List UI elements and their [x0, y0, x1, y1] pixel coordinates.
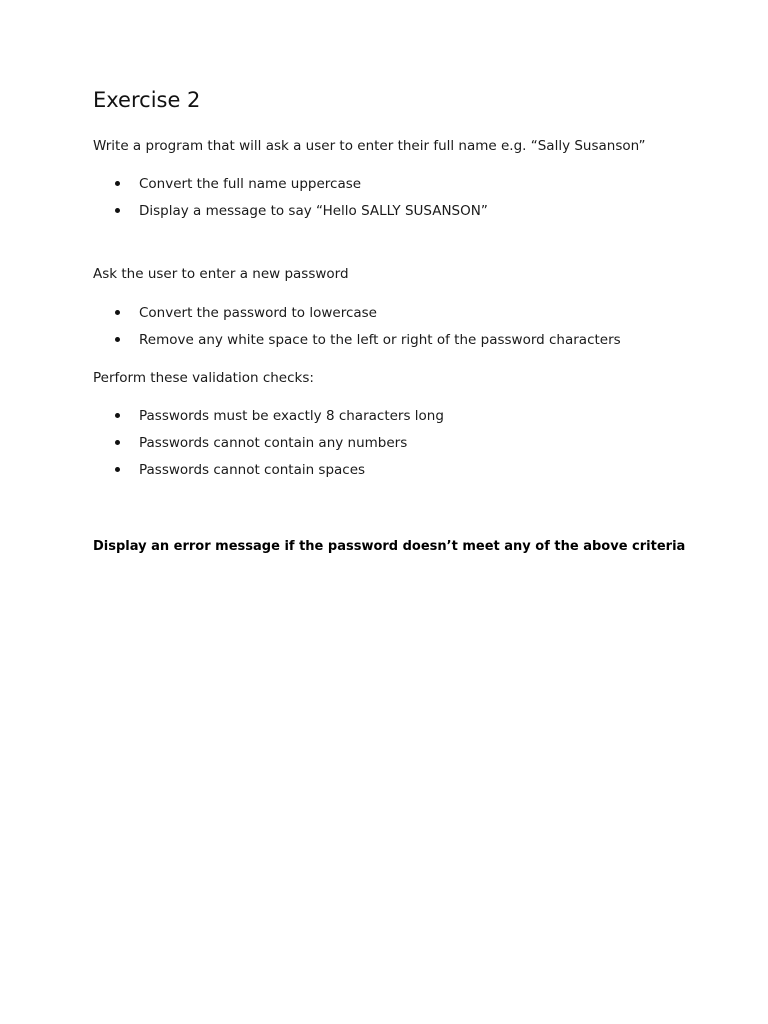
exercise-title: Exercise 2 [93, 88, 201, 112]
list-item-text: Passwords cannot contain any numbers [139, 435, 408, 451]
list-item-text: Passwords must be exactly 8 characters long [139, 408, 444, 424]
bullet-icon [115, 467, 120, 472]
list-item-text: Convert the password to lowercase [139, 305, 377, 321]
intro-paragraph: Write a program that will ask a user to enter their full name e.g. “Sally Susanson” [93, 138, 646, 154]
password-prompt-paragraph: Ask the user to enter a new password [93, 266, 349, 282]
bullet-icon [115, 310, 120, 315]
bullet-icon [115, 208, 120, 213]
bullet-icon [115, 413, 120, 418]
error-message-note: Display an error message if the password doesn’t meet any of the above criteria [93, 539, 686, 554]
list-item-text: Display a message to say “Hello SALLY SUSANSON” [139, 203, 488, 219]
list-item-text: Convert the full name uppercase [139, 176, 362, 192]
bullet-icon [115, 337, 120, 342]
bullet-icon [115, 440, 120, 445]
list-item-text: Remove any white space to the left or right of the password characters [139, 332, 621, 348]
bullet-icon [115, 181, 120, 186]
list-item-text: Passwords cannot contain spaces [139, 462, 366, 478]
validation-heading: Perform these validation checks: [93, 370, 314, 386]
